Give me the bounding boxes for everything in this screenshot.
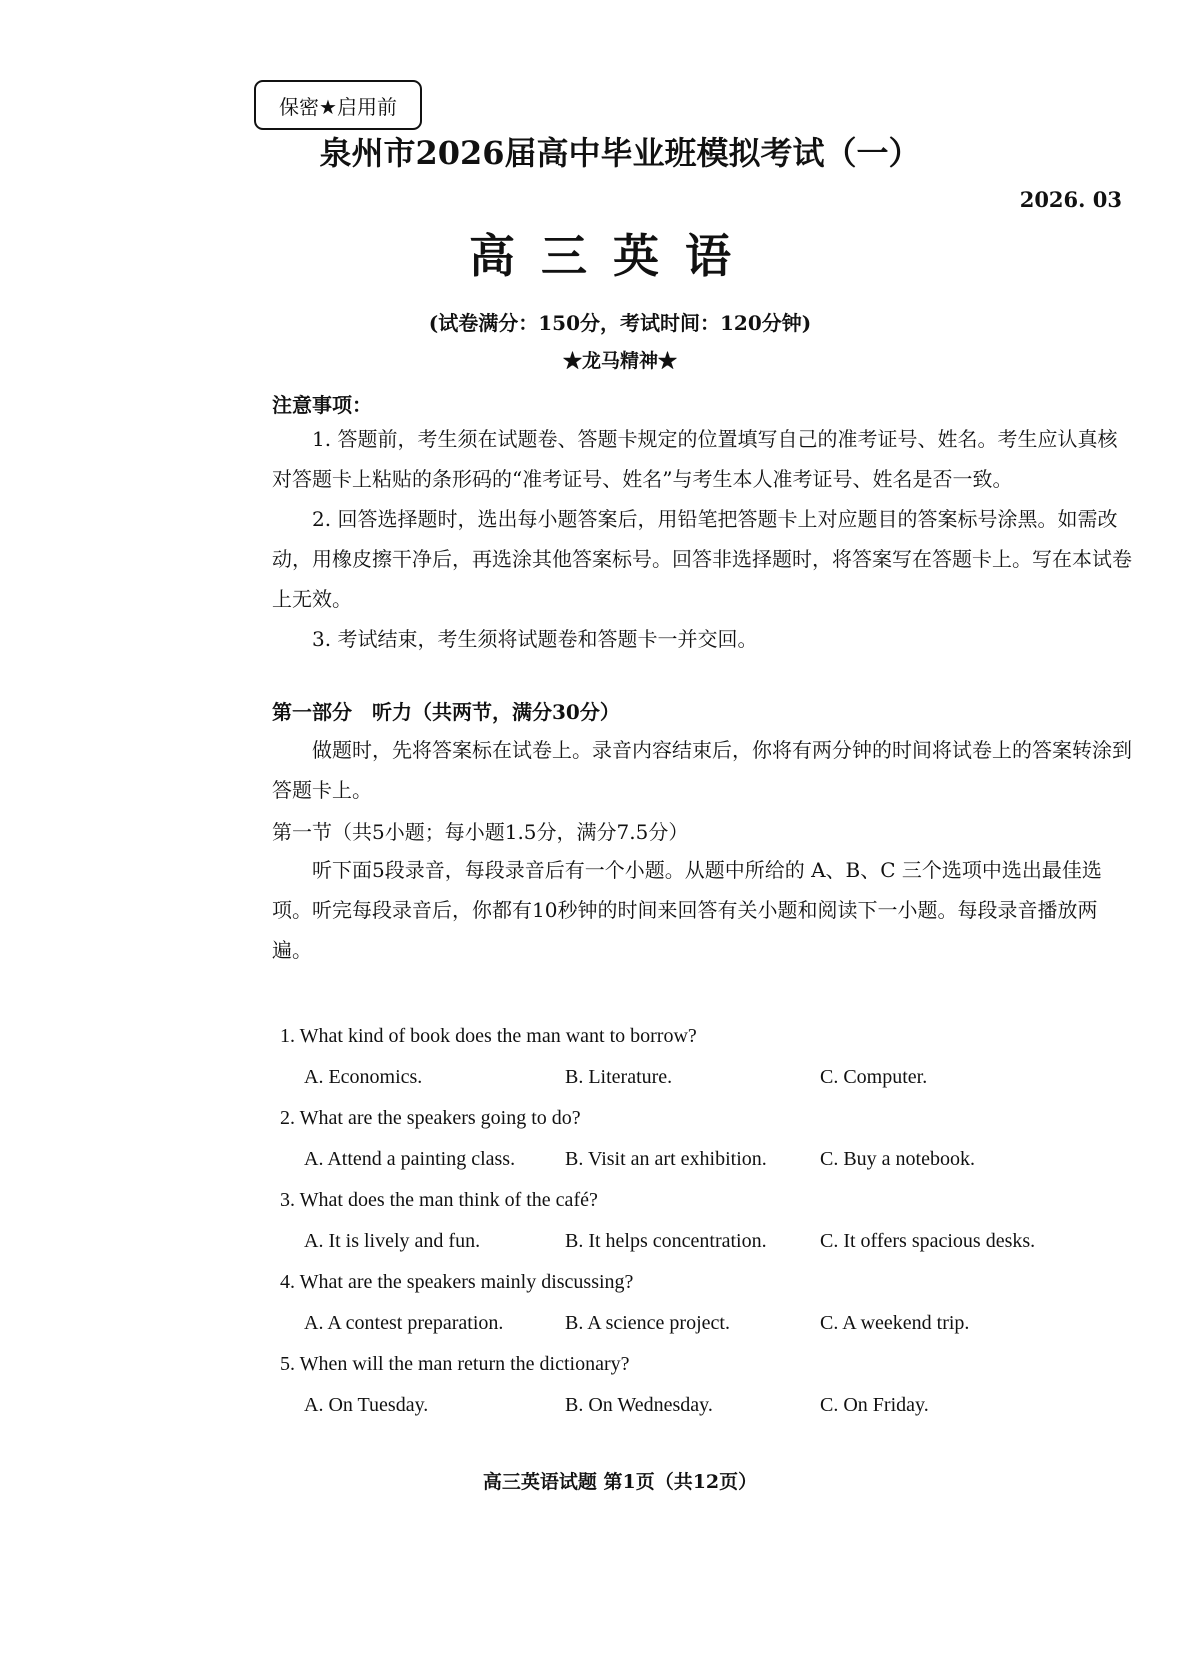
question-options bbox=[280, 1057, 1120, 1098]
option-a: A. Economics. bbox=[304, 1066, 423, 1088]
option-b: B. On Wednesday. bbox=[565, 1394, 713, 1416]
confidential-stamp: 保密★启用前 bbox=[254, 80, 422, 130]
motto: ★龙马精神★ bbox=[562, 350, 677, 372]
part1-instruction bbox=[272, 730, 1136, 810]
page-footer: 高三英语试题 第1页（共12页） bbox=[482, 1471, 758, 1493]
option-c: C. Computer. bbox=[820, 1066, 928, 1088]
option-c: C. On Friday. bbox=[820, 1394, 929, 1416]
question-text: 1. What kind of book does the man want to borrow? bbox=[280, 1025, 697, 1047]
exam-title: 泉州市2026届高中毕业班模拟考试（一） bbox=[319, 134, 921, 172]
option-a: A. On Tuesday. bbox=[304, 1394, 429, 1416]
question-text: 3. What does the man think of the café? bbox=[280, 1189, 598, 1211]
question-options bbox=[280, 1303, 1120, 1344]
question-text: 4. What are the speakers mainly discussing? bbox=[280, 1271, 634, 1293]
option-a: A. A contest preparation. bbox=[304, 1312, 504, 1334]
notes-list bbox=[272, 419, 1136, 659]
question-text: 2. What are the speakers going to do? bbox=[280, 1107, 581, 1129]
option-b: B. Literature. bbox=[565, 1066, 673, 1088]
section1-title: 第一节（共5小题；每小题1.5分，满分7.5分） bbox=[272, 820, 689, 844]
section1-instruction-text: 听下面5段录音，每段录音后有一个小题。从题中所给的 A、B、C 三个选项中选出最佳选项。听完每段录音后，你都有10秒钟的时间来回答有关小题和阅读下一小题。每段录音播放两遍。 bbox=[272, 858, 1102, 962]
option-c: C. Buy a notebook. bbox=[820, 1148, 975, 1170]
option-b: B. Visit an art exhibition. bbox=[565, 1148, 767, 1170]
question-item bbox=[280, 1180, 1120, 1262]
question-options bbox=[280, 1139, 1120, 1180]
option-a: A. Attend a painting class. bbox=[304, 1148, 516, 1170]
note-item: 2. 回答选择题时，选出每小题答案后，用铅笔把答题卡上对应题目的答案标号涂黑。如需改动，用橡皮擦干净后，再选涂其他答案标号。回答非选择题时，将答案写在答题卡上。写在本试卷上无效。 bbox=[272, 507, 1132, 611]
exam-info: (试卷满分：150分，考试时间：120分钟) bbox=[428, 311, 812, 335]
question-options bbox=[280, 1221, 1120, 1262]
subject-title: 高三英语 bbox=[469, 229, 757, 283]
option-a: A. It is lively and fun. bbox=[304, 1230, 481, 1252]
part1-title: 第一部分 听力（共两节，满分30分） bbox=[272, 700, 620, 724]
question-item bbox=[280, 1016, 1120, 1098]
question-options bbox=[280, 1385, 1120, 1426]
note-item: 1. 答题前，考生须在试题卷、答题卡规定的位置填写自己的准考证号、姓名。考生应认真核对答题卡上粘贴的条形码的“准考证号、姓名”与考生本人准考证号、姓名是否一致。 bbox=[272, 427, 1118, 491]
question-item bbox=[280, 1344, 1120, 1426]
question-text: 5. When will the man return the dictionary? bbox=[280, 1353, 630, 1375]
part1-instruction-text: 做题时，先将答案标在试卷上。录音内容结束后，你将有两分钟的时间将试卷上的答案转涂到答题卡上。 bbox=[272, 738, 1132, 802]
question-item bbox=[280, 1098, 1120, 1180]
section1-instruction bbox=[272, 850, 1136, 970]
note-item: 3. 考试结束，考生须将试题卷和答题卡一并交回。 bbox=[312, 627, 758, 651]
option-c: C. It offers spacious desks. bbox=[820, 1230, 1036, 1252]
option-b: B. It helps concentration. bbox=[565, 1230, 767, 1252]
question-list bbox=[280, 1016, 1120, 1426]
notes-title: 注意事项： bbox=[272, 393, 372, 417]
option-c: C. A weekend trip. bbox=[820, 1312, 970, 1334]
option-b: B. A science project. bbox=[565, 1312, 730, 1334]
exam-date: 2026. 03 bbox=[1019, 187, 1122, 212]
question-item bbox=[280, 1262, 1120, 1344]
